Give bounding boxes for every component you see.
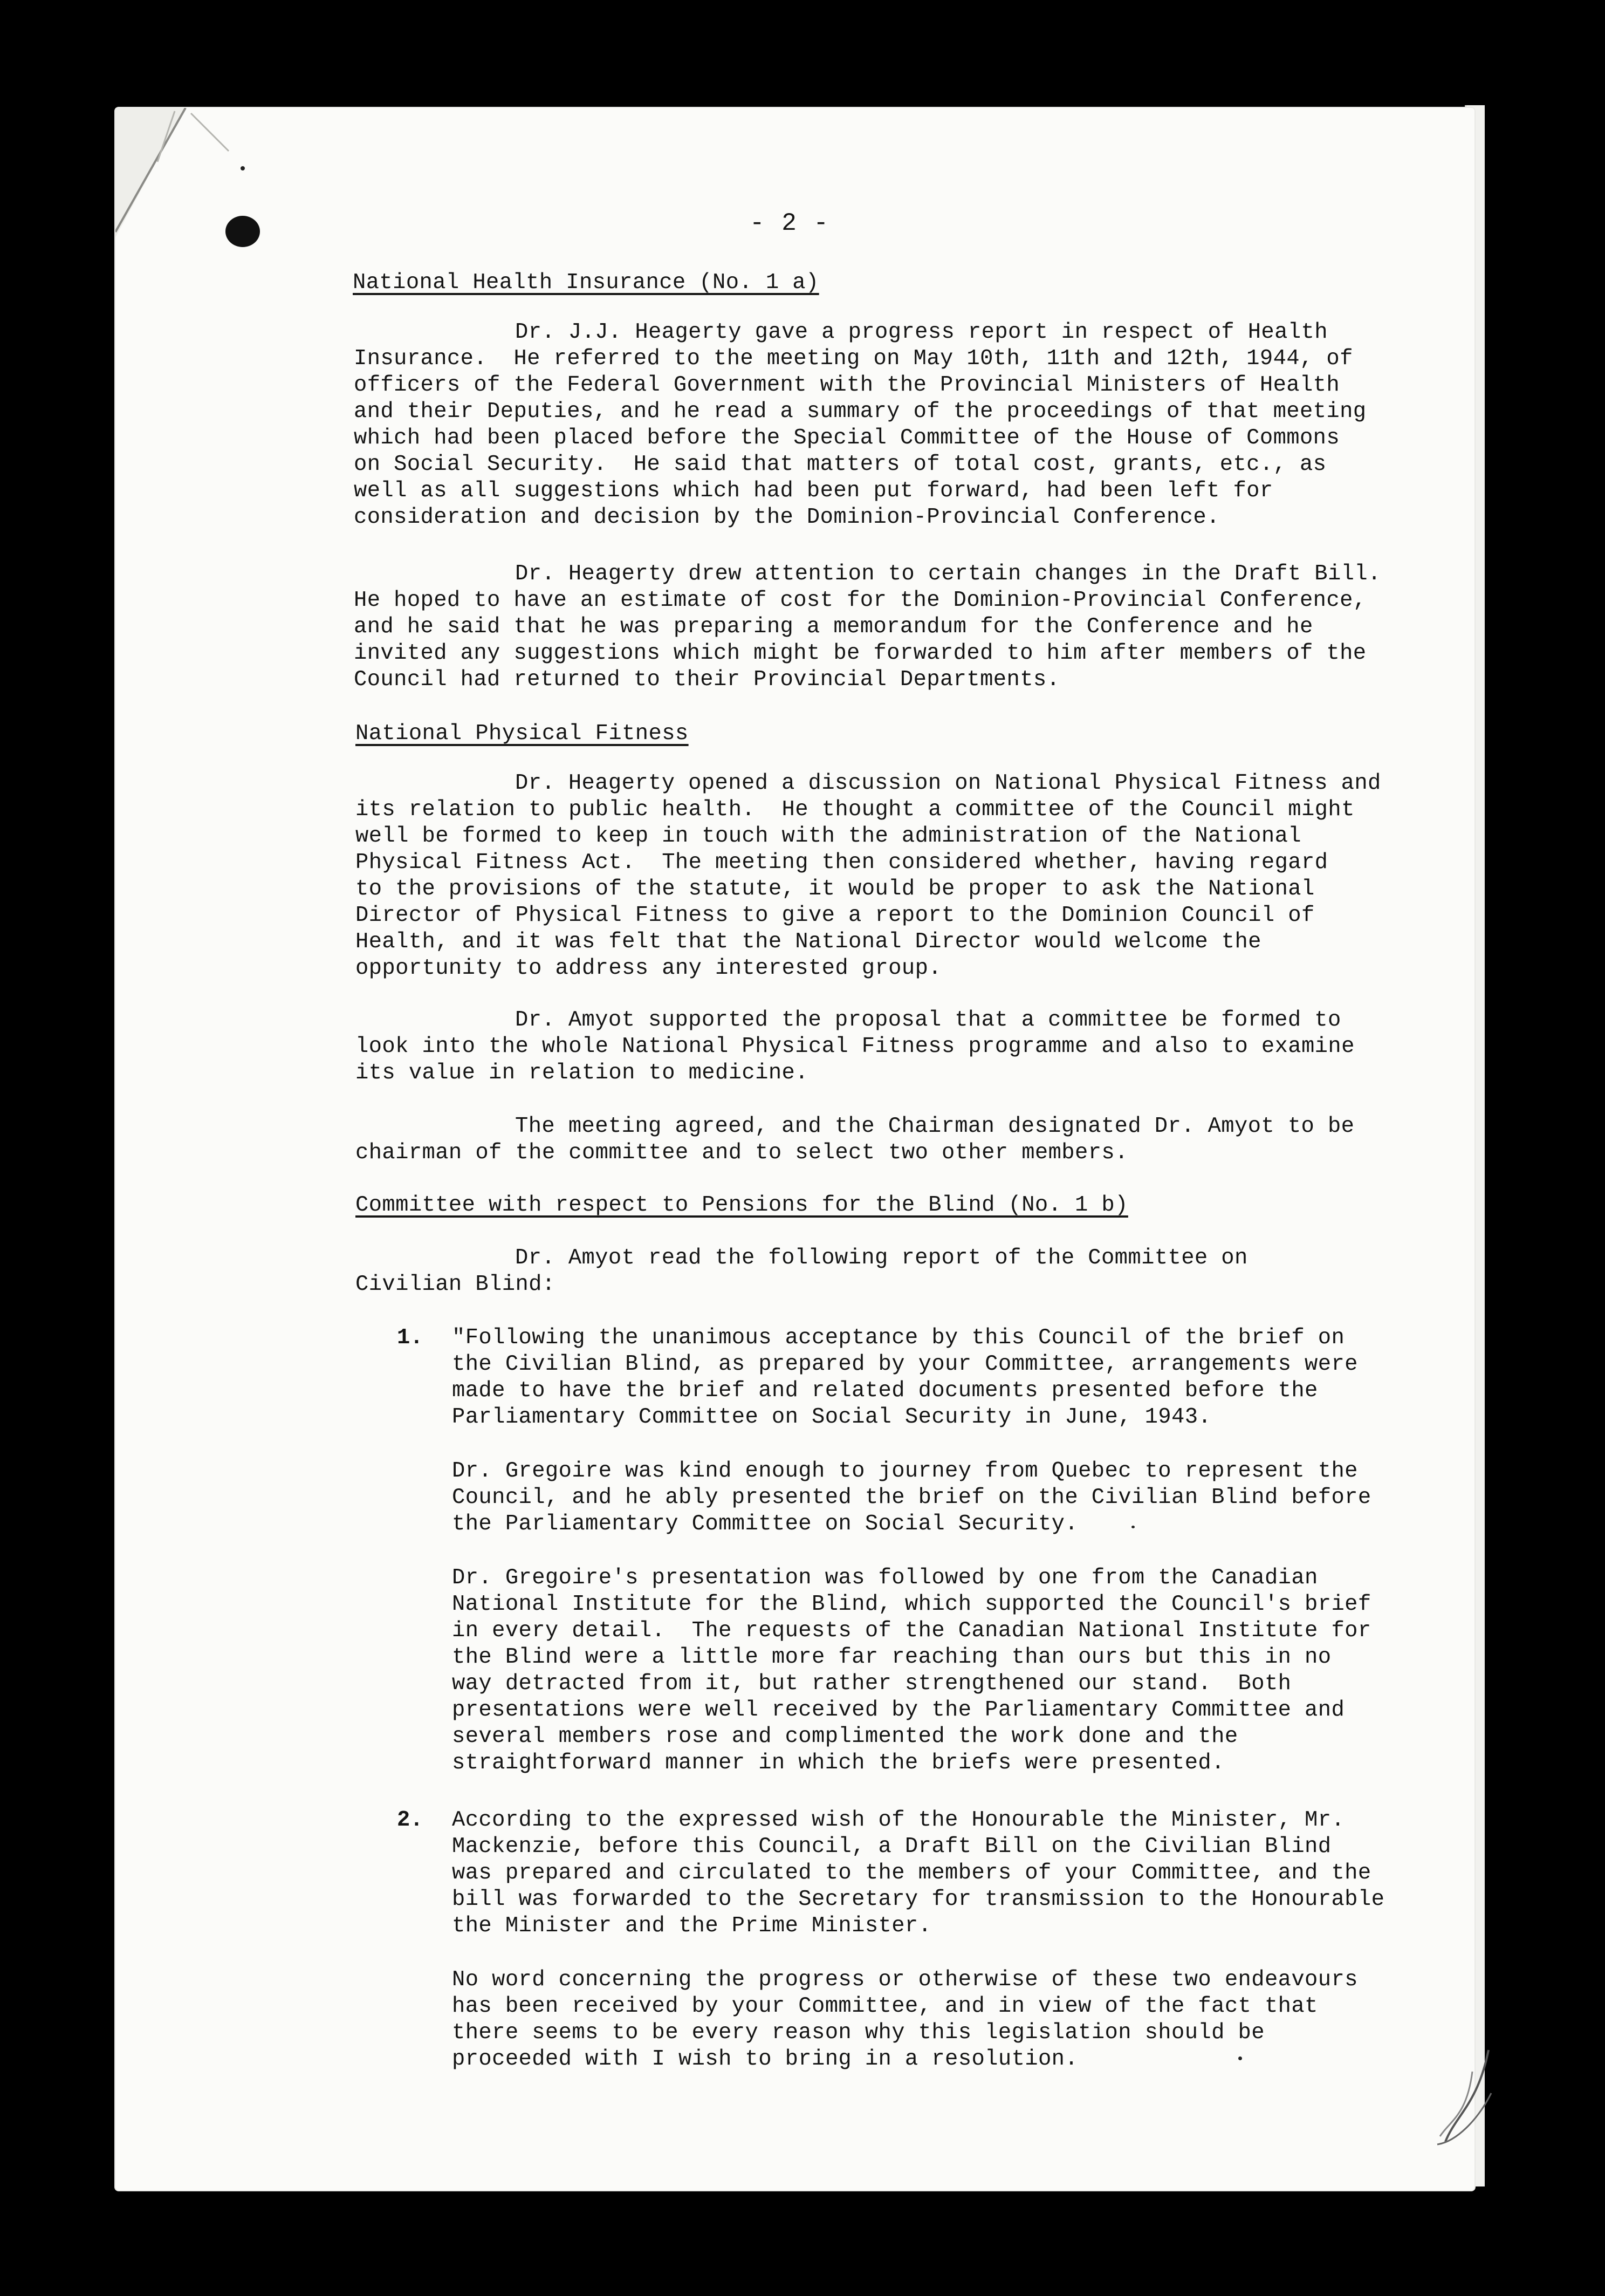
paragraph-line: Physical Fitness Act. The meeting then considered whether, having regard (355, 850, 1328, 875)
section-heading-pensions-blind: Committee with respect to Pensions for the Blind (No. 1 b) (355, 1193, 1128, 1218)
paragraph-line: and he said that he was preparing a memorandum for the Conference and he (354, 614, 1313, 639)
section-heading-health-insurance: National Health Insurance (No. 1 a) (353, 270, 819, 295)
paragraph-line: officers of the Federal Government with the Provincial Ministers of Health (354, 373, 1340, 398)
paragraph-line: Director of Physical Fitness to give a report to the Dominion Council of (355, 903, 1315, 928)
folded-corner-mark (115, 108, 245, 237)
section-heading-physical-fitness: National Physical Fitness (355, 721, 689, 746)
paragraph-line: Civilian Blind: (355, 1272, 555, 1297)
list-item-line: Mackenzie, before this Council, a Draft Bill on the Civilian Blind (452, 1834, 1332, 1859)
paragraph-line: Insurance. He referred to the meeting on May 10th, 11th and 12th, 1944, of (354, 346, 1353, 371)
list-item-line: Parliamentary Committee on Social Security in June, 1943. (452, 1405, 1212, 1430)
list-item-line: National Institute for the Blind, which supported the Council's brief (452, 1592, 1371, 1617)
punch-hole (225, 216, 260, 247)
list-item-line: "Following the unanimous acceptance by this Council of the brief on (452, 1325, 1345, 1350)
list-item-line: there seems to be every reason why this legislation should be (452, 2020, 1265, 2045)
list-item-line: Council, and he ably presented the brief on the Civilian Blind before (452, 1485, 1371, 1510)
list-item-line: in every detail. The requests of the Canadian National Institute for (452, 1618, 1371, 1643)
list-item-line: No word concerning the progress or otherwise of these two endeavours (452, 1967, 1358, 1992)
list-item-line: the Blind were a little more far reaching than ours but this in no (452, 1645, 1332, 1670)
ink-speck (1238, 2056, 1242, 2060)
list-item-line: made to have the brief and related documents presented before the (452, 1378, 1318, 1403)
paragraph-line: to the provisions of the statute, it would be proper to ask the National (355, 877, 1315, 901)
list-item-line: presentations were well received by the Parliamentary Committee and (452, 1698, 1345, 1723)
list-item-line: bill was forwarded to the Secretary for transmission to the Honourable (452, 1887, 1385, 1912)
paragraph-line: consideration and decision by the Dominion-Provincial Conference. (354, 505, 1220, 530)
paragraph-line: The meeting agreed, and the Chairman designated Dr. Amyot to be (515, 1114, 1355, 1139)
paragraph-line: Health, and it was felt that the National Director would welcome the (355, 930, 1261, 954)
paragraph-line: its value in relation to medicine. (355, 1061, 808, 1085)
list-item-line: straightforward manner in which the briefs were presented. (452, 1751, 1225, 1775)
paragraph-line: Dr. Amyot supported the proposal that a committee be formed to (515, 1008, 1341, 1033)
paragraph-line: Dr. Amyot read the following report of the Committee on (515, 1246, 1248, 1270)
paragraph-line: invited any suggestions which might be forwarded to him after members of the (354, 641, 1367, 666)
paragraph-line: look into the whole National Physical Fitness programme and also to examine (355, 1034, 1355, 1059)
list-item-line: the Civilian Blind, as prepared by your Committee, arrangements were (452, 1352, 1358, 1377)
list-item-line: was prepared and circulated to the members of your Committee, and the (452, 1861, 1371, 1885)
list-number: 1. (397, 1325, 423, 1350)
ink-speck (241, 166, 245, 170)
page-number: - 2 - (750, 209, 830, 237)
paragraph-line: well be formed to keep in touch with the administration of the National (355, 824, 1301, 849)
paragraph-line: well as all suggestions which had been put forward, had been left for (354, 479, 1273, 503)
list-item-line: Dr. Gregoire was kind enough to journey from Quebec to represent the (452, 1459, 1358, 1484)
list-item-line: the Minister and the Prime Minister. (452, 1914, 932, 1938)
list-item-line: According to the expressed wish of the Honourable the Minister, Mr. (452, 1808, 1345, 1833)
paragraph-line: Dr. Heagerty drew attention to certain changes in the Draft Bill. (515, 562, 1381, 586)
list-item-line: proceeded with I wish to bring in a resolution. (452, 2047, 1079, 2072)
curled-corner-mark (1435, 2039, 1494, 2147)
paragraph-line: Dr. Heagerty opened a discussion on National Physical Fitness and (515, 771, 1381, 796)
paragraph-line: He hoped to have an estimate of cost for the Dominion-Provincial Conference, (354, 588, 1367, 613)
paragraph-line: on Social Security. He said that matters of total cost, grants, etc., as (354, 452, 1327, 477)
paragraph-line: its relation to public health. He thought a committee of the Council might (355, 797, 1355, 822)
list-item-line: has been received by your Committee, and in view of the fact that (452, 1994, 1318, 2019)
list-item-line: Dr. Gregoire's presentation was followed by one from the Canadian (452, 1566, 1318, 1590)
paragraph-line: Dr. J.J. Heagerty gave a progress report in respect of Health (515, 320, 1328, 345)
paragraph-line: Council had returned to their Provincial Departments. (354, 667, 1060, 692)
paragraph-line: which had been placed before the Special Committee of the House of Commons (354, 426, 1340, 450)
ink-speck (1131, 1526, 1135, 1528)
paragraph-line: chairman of the committee and to select two other members. (355, 1140, 1128, 1165)
paragraph-line: opportunity to address any interested group. (355, 956, 942, 981)
list-item-line: way detracted from it, but rather strengthened our stand. Both (452, 1671, 1292, 1696)
list-item-line: the Parliamentary Committee on Social Security. (452, 1512, 1079, 1536)
list-item-line: several members rose and complimented the work done and the (452, 1724, 1238, 1749)
paragraph-line: and their Deputies, and he read a summary of the proceedings of that meeting (354, 399, 1367, 424)
list-number: 2. (397, 1808, 423, 1833)
